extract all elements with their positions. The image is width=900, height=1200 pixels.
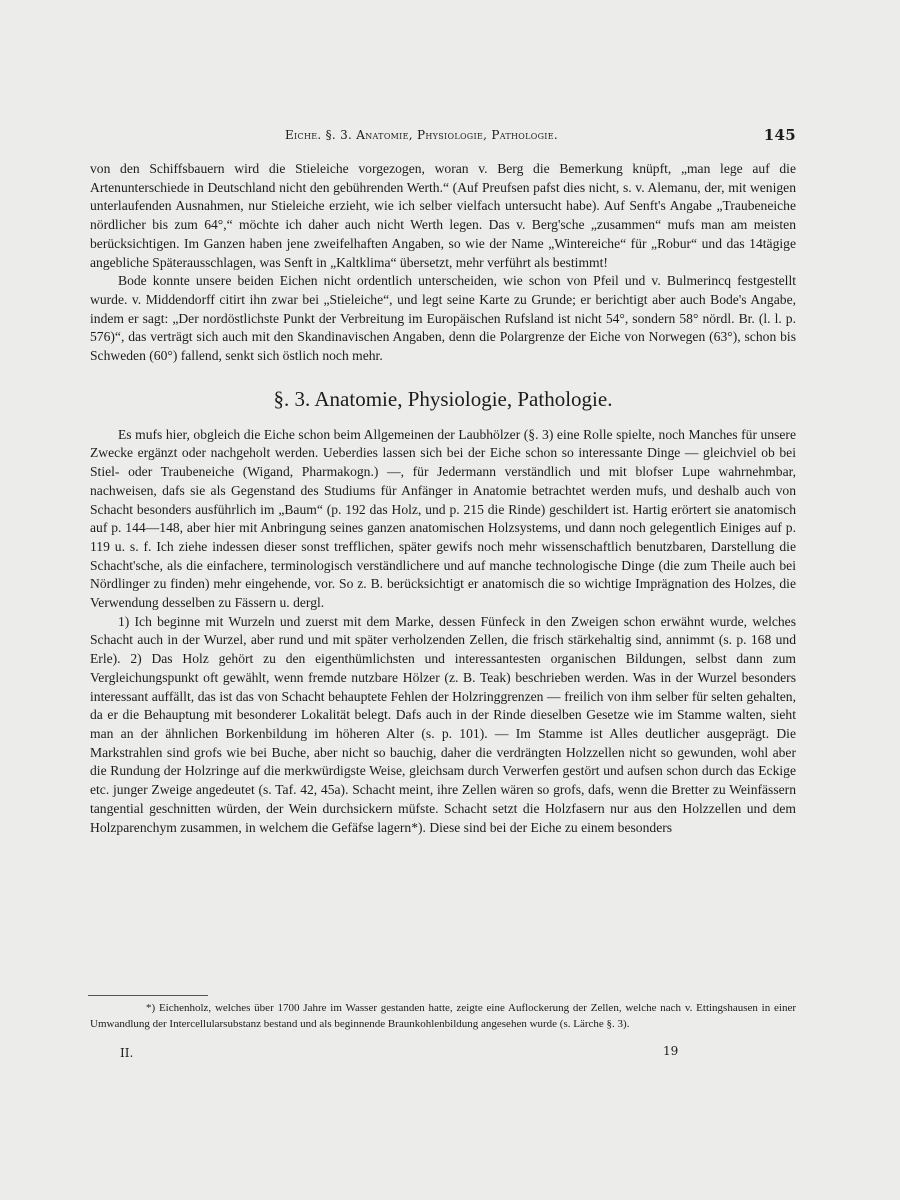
paragraph: von den Schiffsbauern wird die Stieleiche vorgezogen, woran v. Berg die Bemerkung knüpft, „man lege auf die Artenunterschiede in Deutschland nicht den gebührenden Werth.“ (Auf Preufsen pafst dies nicht, s. v. Alemanu, der, mit wenigen unterlaufenden Ausnahmen, nur Stieleiche erzieht, wie ich selber vielfach untersucht habe). Auf Senft's Angabe „Traubeneiche nördlicher bis zum 64°,“ möchte ich daher auch nicht Werth legen. Das v. Berg'sche „zusammen“ mufs man am meisten berücksichtigen. Im Ganzen haben jene zweifelhaften Angaben, so wie der Name „Wintereiche“ für „Robur“ und das 14tägige angebliche Späterausschlagen, was Senft in „Kaltklima“ übersetzt, mehr verführt als bestimmt! <box>90 161 796 270</box>
footnote <box>90 1000 796 1032</box>
main-text <box>90 160 796 837</box>
sheet-number: 19 <box>663 1044 679 1058</box>
running-title: Eiche. §. 3. Anatomie, Physiologie, Pathologie. <box>285 128 558 142</box>
footnote-text: *) Eichenholz, welches über 1700 Jahre im Wasser gestanden hatte, zeigte eine Auflockerung der Zellen, welche nach v. Ettingshausen in einer Umwandlung der Intercellularsubstanz bestand und als beginnende Braunkohlenbildung angesehen wurde (s. Lärche §. 3). <box>90 1002 796 1030</box>
paragraph: Bode konnte unsere beiden Eichen nicht ordentlich unterscheiden, wie schon von Pfeil und v. Bulmerincq festgestellt wurde. v. Middendorff citirt ihn zwar bei „Stieleiche“, und legt seine Karte zu Grunde; er berichtigt aber auch Bode's Angabe, indem er sagt: „Der nordöstlichste Punkt der Verbreitung im Europäischen Rufsland ist nicht 54°, sondern 58° nördl. Br. (l. l. p. 576)“, das verträgt sich auch mit den Skandinavischen Angaben, denn die Polargrenze der Eiche von Norwegen (63°), schon bis Schweden (60°) fallend, senkt sich östlich noch mehr. <box>90 273 796 364</box>
section-heading: §. 3. Anatomie, Physiologie, Pathologie. <box>273 386 613 411</box>
running-header <box>90 126 796 146</box>
paragraph: Es mufs hier, obgleich die Eiche schon beim Allgemeinen der Laubhölzer (§. 3) eine Rolle spielte, noch Manches für unsere Zwecke ergänzt oder nachgeholt werden. Ueberdies lassen sich bei der Eiche schon so interessante Dinge — gleichviel ob bei Stiel- oder Traubeneiche (Wigand, Pharmakogn.) —, für Jedermann verständlich und mit blofser Lupe wahrnehmbar, nachweisen, dafs sie als Gegenstand des Studiums für Anfänger in Anatomie betrachtet werden mufs, und deshalb auch von Schacht besonders ausführlich im „Baum“ (p. 192 das Holz, und p. 215 die Rinde) geschildert ist. Hartig erörtert sie anatomisch auf p. 144—148, aber hier mit Anbringung seines ganzen anatomischen Holzsystems, und dann noch gelegentlich Einiges auf p. 119 u. s. f. Ich ziehe indessen dieser sonst trefflichen, später gewifs noch mehr wissenschaftlich benutzbaren, Darstellung die Schacht'sche, als die einfachere, terminologisch verständlichere und auf manche technologische Dinge (die zum Theile auch bei Nördlinger zu finden) mehr eingehende, vor. So z. B. berücksichtigt er anatomisch die so wichtige Imprägnation des Holzes, die Verwendung desselben zu Fässern u. dergl. <box>90 426 796 611</box>
page-number: 145 <box>763 126 796 144</box>
footnote-divider <box>88 995 208 996</box>
paragraph: 1) Ich beginne mit Wurzeln und zuerst mit dem Marke, dessen Fünfeck in den Zweigen schon erwähnt wurde, welches Schacht auch in der Wurzel, aber rund und mit später verholzenden Zellen, die frisch stärkehaltig sind, annimmt (s. p. 168 und Erle). 2) Das Holz gehört zu den eigenthümlichsten und interessantesten organischen Bildungen, selbst dann zum Vergleichungspunkt oft gewählt, wenn fremde nutzbare Hölzer (z. B. Teak) beschrieben werden. Was in der Wurzel besonders interessant auffällt, das ist das von Schacht behauptete Fehlen der Holzringgrenzen — freilich von ihm selber für selten gehalten, da er die Behauptung mit besonderer Lokalität belegt. Dafs auch in der Rinde dieselben Gesetze wie im Stamme walten, sieht man an der ähnlichen Borkenbildung im höheren Alter (s. p. 101). — Im Stamme ist Alles deutlicher ausgeprägt. Die Markstrahlen sind grofs wie bei Buche, aber nicht so bauchig, daher die verdrängten Holzzellen nicht so gewunden, wohl aber die Rundung der Holzringe auf die merkwürdigste Weise, gleichsam durch Verwerfen gestört und aufsen schon durch das Eckige etc. junger Zweige angedeutet (s. Taf. 42, 45a). Schacht meint, ihre Zellen wären so grofs, dafs, wenn die Bretter zu Weinfässern tangential geschnitten würden, der Wein durchsickern müfste. Schacht setzt die Holzfasern nur aus den Holzzellen und dem Holzparenchym zusammen, in welchem die Gefäfse lagern*). Diese sind bei der Eiche zu einem besonders <box>90 613 796 835</box>
signature-mark: II. <box>120 1046 134 1060</box>
